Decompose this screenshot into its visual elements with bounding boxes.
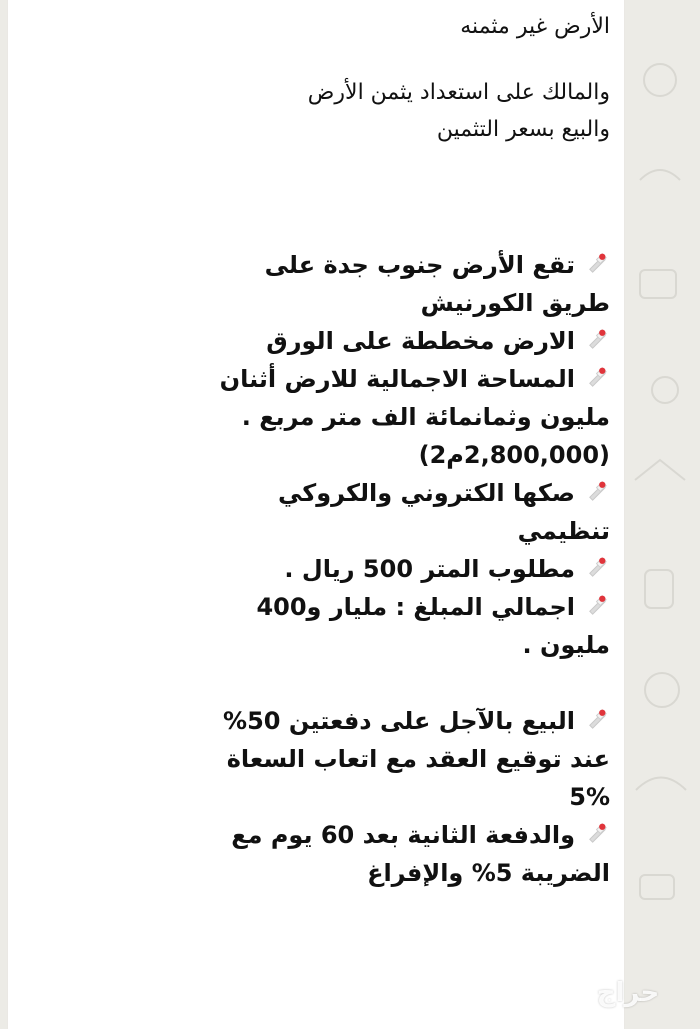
round-pushpin-icon [583, 592, 610, 619]
round-pushpin-icon [583, 478, 610, 505]
message-header [190, 8, 610, 148]
list-item-second-payment [190, 816, 610, 854]
list-item-total [190, 588, 610, 626]
round-pushpin-icon [583, 820, 610, 847]
round-pushpin-icon [583, 364, 610, 391]
second-payment-line-2: الضريبة 5% والإفراغ [367, 859, 610, 887]
total-line-2: مليون . [522, 631, 610, 659]
area-line-3: (2,800,000م2) [418, 441, 610, 469]
deed-line-1: صكها الكتروني والكروكي [277, 479, 575, 507]
round-pushpin-icon [583, 706, 610, 733]
second-payment-line-1: والدفعة الثانية بعد 60 يوم مع [231, 821, 575, 849]
list-item-payment-terms [190, 702, 610, 740]
location-line-2: طريق الكورنيش [420, 289, 610, 317]
total-line-1: اجمالي المبلغ : مليار و400 [256, 593, 575, 621]
price-per-meter-text: مطلوب المتر 500 ريال . [284, 555, 575, 583]
list-item-plan [190, 322, 610, 360]
header-line-2: والمالك على استعداد يثمن الأرض [307, 80, 610, 105]
message-body [190, 8, 610, 892]
terms-line-2: عند توقيع العقد مع اتعاب السعاة [226, 745, 610, 773]
round-pushpin-icon [583, 326, 610, 353]
round-pushpin-icon [583, 554, 610, 581]
area-line-1: المساحة الاجمالية للارض أثنان [219, 365, 575, 393]
round-pushpin-icon [583, 250, 610, 277]
deed-line-2: تنظيمي [517, 517, 610, 545]
terms-line-3: 5% [569, 783, 610, 811]
area-line-2: مليون وثمانمائة الف متر مربع . [241, 403, 610, 431]
list-item-location [190, 246, 610, 284]
list-item-price-per-meter [190, 550, 610, 588]
listing-details [190, 246, 610, 892]
terms-line-1: البيع بالآجل على دفعتين 50% [223, 707, 575, 735]
list-item-area [190, 360, 610, 398]
header-line-3: والبيع بسعر التثمين [436, 117, 610, 142]
haraj-watermark: حراج [596, 978, 660, 1008]
header-line-1: الأرض غير مثمنه [460, 14, 610, 39]
plan-text: الارض مخططة على الورق [266, 327, 575, 355]
location-line-1: تقع الأرض جنوب جدة على [264, 251, 575, 279]
list-item-deed [190, 474, 610, 512]
